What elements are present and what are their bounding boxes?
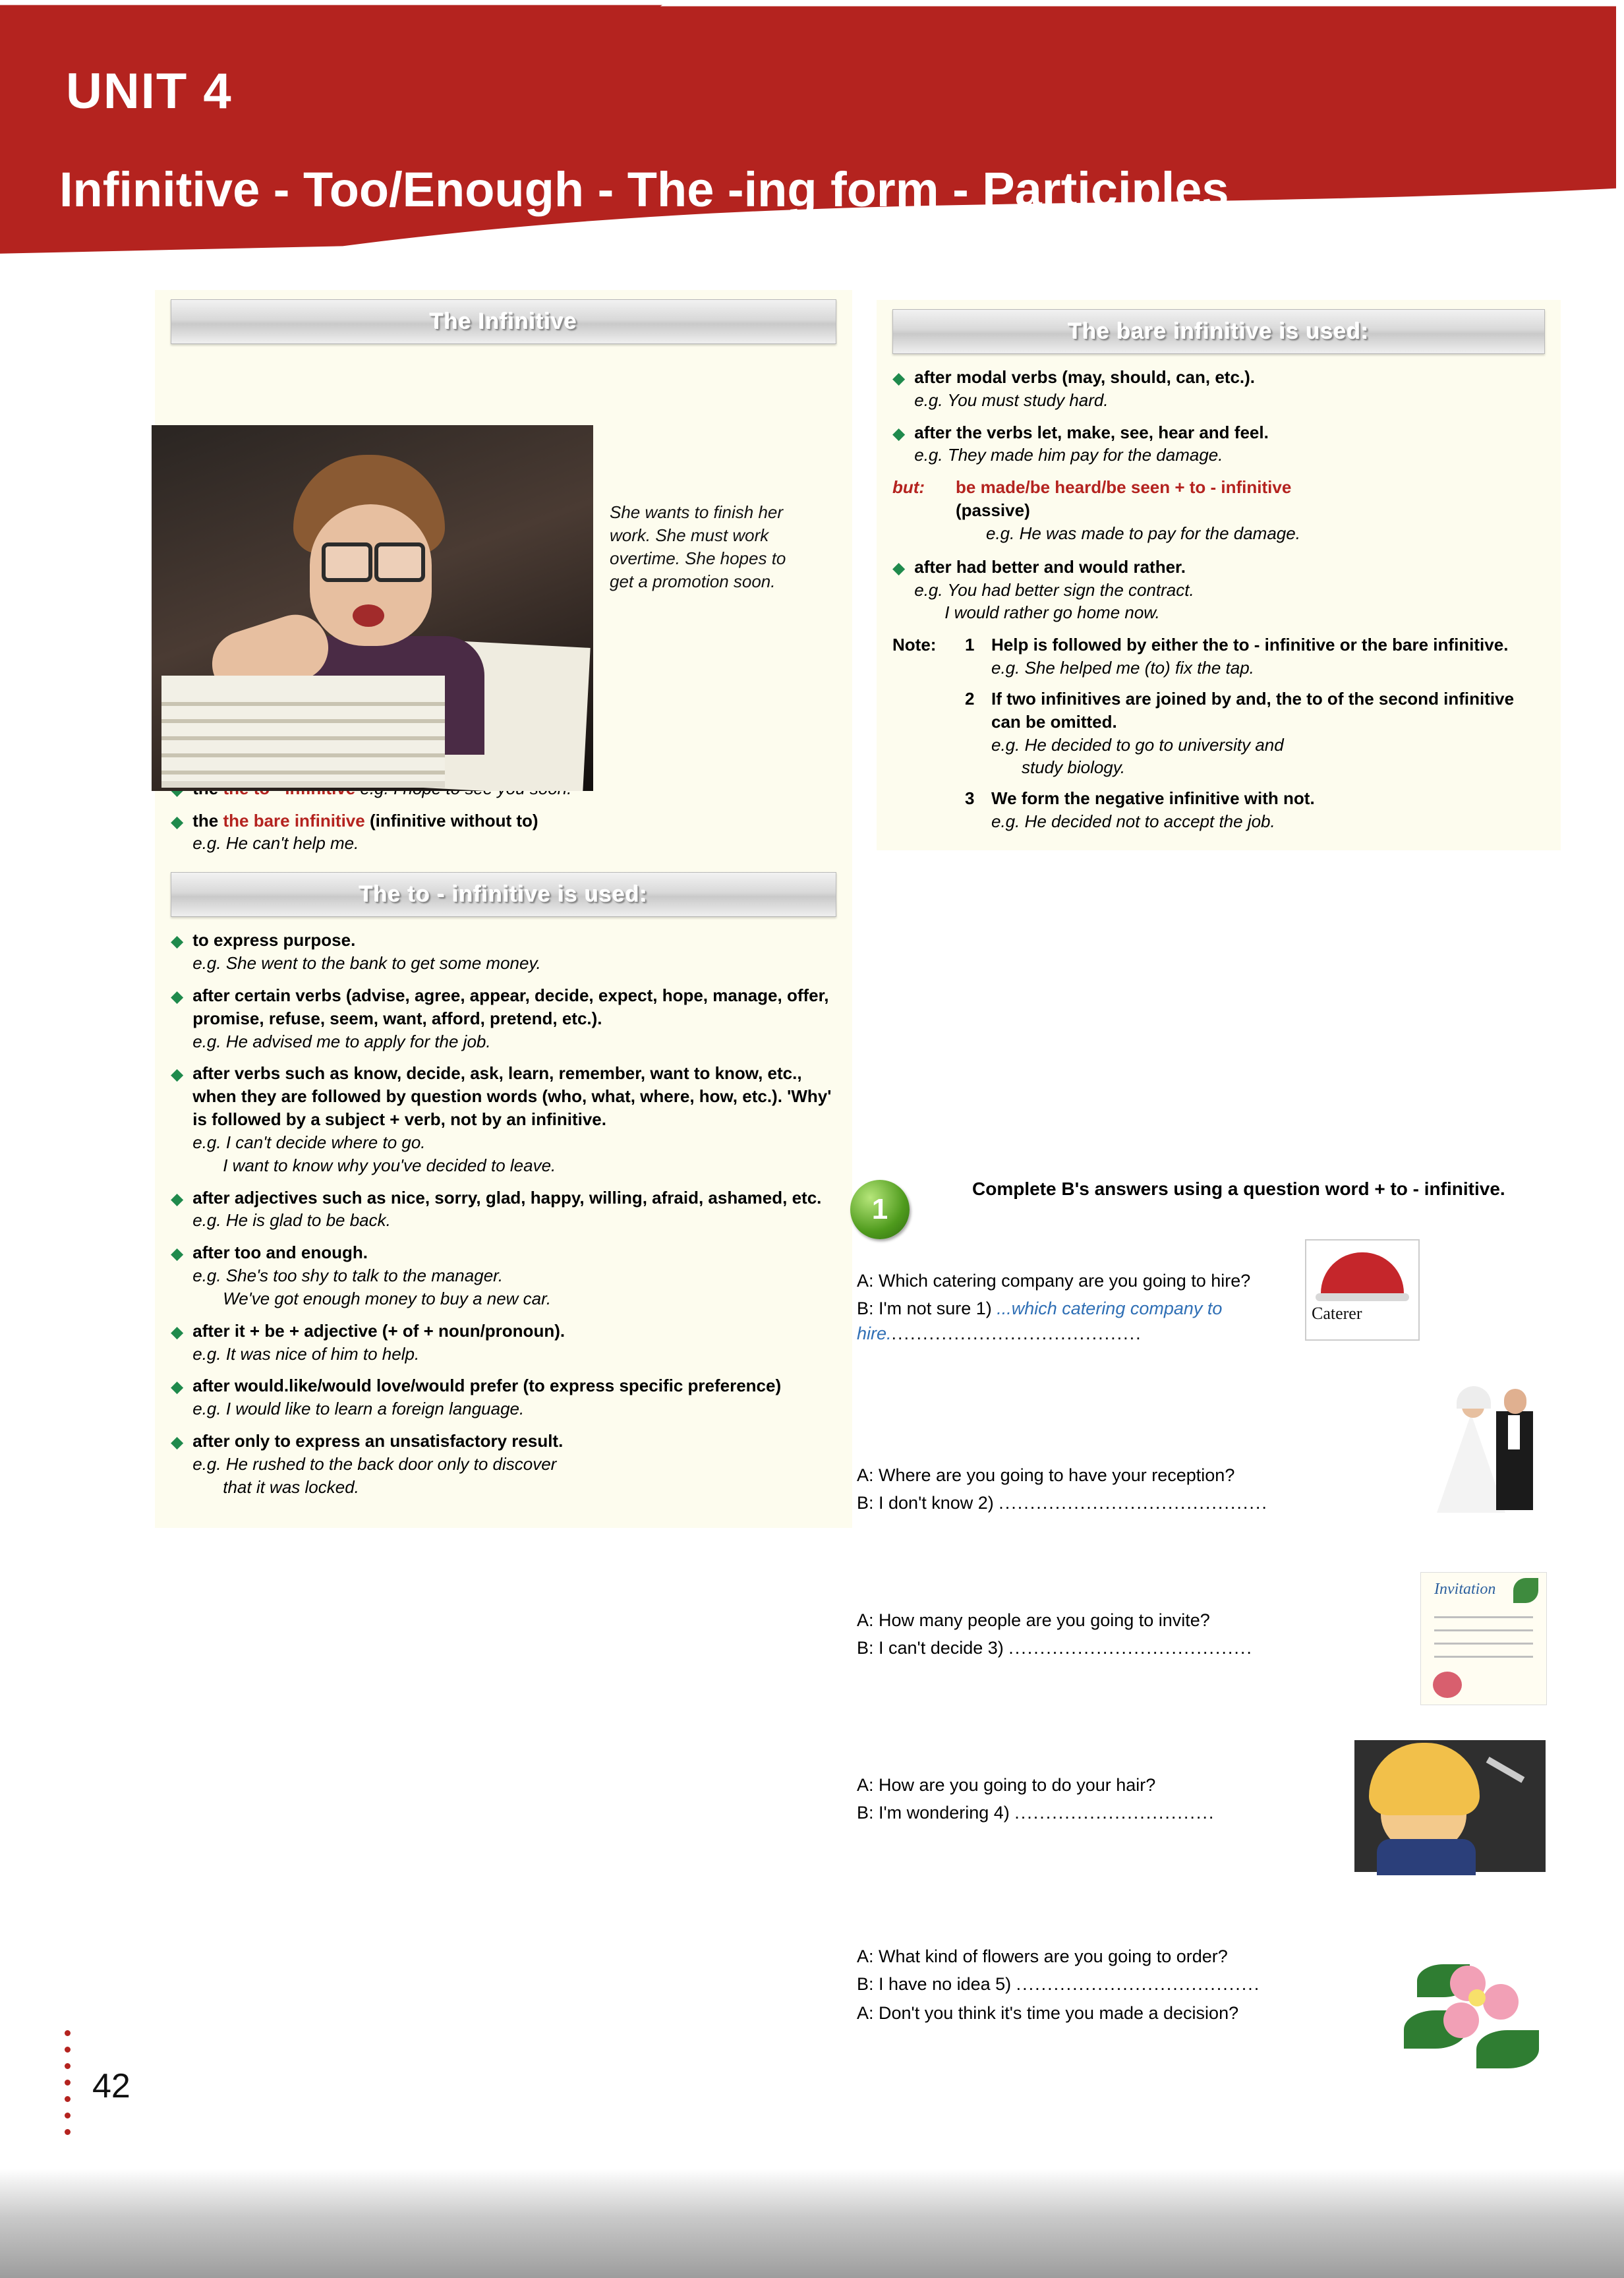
- but-rule: be made/be heard/be seen + to - infinitive: [956, 477, 1292, 498]
- list-item: [171, 1062, 836, 1177]
- qa-answer-prefix: B: I'm wondering 4): [857, 1802, 1010, 1823]
- note-text: Help is followed by either the to - infinitive or the bare infinitive.: [991, 635, 1509, 655]
- qa-answer-dots: .......................................: [1008, 1637, 1253, 1658]
- note-item: [965, 633, 1545, 680]
- qa-answer-prefix: B: I don't know 2): [857, 1492, 994, 1513]
- note-item: [965, 787, 1545, 833]
- qa-answer-dots: ................................: [1014, 1802, 1215, 1823]
- note-text: If two infinitives are joined by and, the to of the second infinitive can be omitted.: [991, 688, 1515, 732]
- bare-infinitive-rules: [892, 366, 1545, 833]
- qa-question: A: How are you going to do your hair?: [857, 1775, 1156, 1795]
- diamond-bullet-icon: ◆: [171, 1244, 184, 1264]
- use-example: e.g. He is glad to be back.: [192, 1210, 391, 1231]
- but-example: e.g. He was made to pay for the damage.: [986, 523, 1300, 543]
- use-rule: after certain verbs (advise, agree, appear, decide, expect, hope, manage, offer, promise, refuse, seem, want, afford, pretend, etc.).: [192, 985, 829, 1028]
- but-block: [892, 476, 1545, 544]
- use-example: I want to know why you've decided to leave.: [223, 1155, 556, 1175]
- qa-answer-dots: ...........................................: [999, 1492, 1268, 1513]
- band-to-infinitive-used-label: The to - infinitive is used:: [359, 881, 648, 907]
- qa-question-followup: A: Don't you think it's time you made a decision?: [857, 2002, 1239, 2023]
- invitation-clipart: [1420, 1572, 1547, 1705]
- to-infinitive-uses: [171, 929, 836, 1498]
- diamond-bullet-icon: ◆: [171, 987, 184, 1006]
- qa-item-4: [857, 1773, 1331, 1826]
- qa-item-3: [857, 1608, 1378, 1661]
- qa-item-5: [857, 1944, 1378, 2026]
- qa-answer-prefix: B: I can't decide 3): [857, 1637, 1004, 1658]
- rule-text: after modal verbs (may, should, can, etc.).: [914, 367, 1256, 387]
- rule-example: e.g. You must study hard.: [914, 390, 1109, 410]
- page-footer-shadow: [0, 2169, 1624, 2278]
- list-item: [171, 929, 836, 975]
- use-rule: after would.like/would love/would prefer (to express specific preference): [192, 1376, 782, 1396]
- use-example: e.g. She's too shy to talk to the manager.: [192, 1266, 504, 1286]
- diamond-bullet-icon: ◆: [171, 1433, 184, 1452]
- diamond-bullet-icon: ◆: [171, 812, 184, 831]
- list-item: ◆ the the bare infinitive (infinitive without to) e.g. He can't help me.: [171, 809, 836, 856]
- list-item: [171, 1374, 836, 1420]
- use-example: e.g. I would like to learn a foreign language.: [192, 1399, 525, 1419]
- list-item: [171, 1186, 836, 1233]
- diamond-bullet-icon: ◆: [892, 369, 906, 388]
- unit-title: UNIT 4: [66, 63, 233, 119]
- qa-answer-dots: ........................................: [891, 1323, 1142, 1343]
- use-example: that it was locked.: [223, 1476, 359, 1497]
- rule-text: after had better and would rather.: [914, 556, 1186, 577]
- qa-question: A: What kind of flowers are you going to order?: [857, 1946, 1228, 1966]
- invitation-label: Invitation: [1434, 1581, 1496, 1598]
- list-item: [171, 1430, 836, 1498]
- note-number: 3: [965, 788, 975, 809]
- rule-example: I would rather go home now.: [944, 602, 1160, 623]
- qa-item-2: [857, 1463, 1378, 1516]
- note-example: e.g. He decided to go to university and: [991, 734, 1284, 755]
- list-item: [171, 1241, 836, 1310]
- rule-text: after the verbs let, make, see, hear and feel.: [914, 422, 1269, 442]
- qa-answer-prefix: B: I'm not sure 1): [857, 1298, 992, 1318]
- bare-infinitive-rest: (infinitive without to): [364, 810, 538, 831]
- bare-infinitive-label: the bare infinitive: [223, 810, 365, 831]
- note-example: e.g. She helped me (to) fix the tap.: [991, 658, 1254, 678]
- note-block: [892, 633, 1545, 833]
- wedding-couple-clipart: [1430, 1374, 1546, 1526]
- note-text: We form the negative infinitive with not.: [991, 788, 1315, 809]
- list-item: [892, 556, 1545, 624]
- note-label: Note:: [892, 635, 937, 655]
- use-example: e.g. He advised me to apply for the job.: [192, 1031, 491, 1051]
- qa-answer-dots: .......................................: [1016, 1973, 1261, 1994]
- use-rule: after too and enough.: [192, 1242, 368, 1263]
- but-label: but:: [892, 477, 925, 498]
- page-header: [0, 0, 1624, 277]
- use-rule: to express purpose.: [192, 930, 356, 950]
- flowers-clipart: [1404, 1951, 1546, 2073]
- band-the-infinitive: [171, 299, 836, 344]
- caterer-clipart: [1305, 1239, 1420, 1341]
- list-item: [171, 984, 836, 1053]
- list-item: [892, 366, 1545, 412]
- photo-caption: She wants to finish her work. She must work overtime. She hopes to get a promotion soon.: [610, 502, 786, 592]
- band-bare-infinitive-used-label: The bare infinitive is used:: [1068, 318, 1370, 344]
- use-example: e.g. I can't decide where to go.: [192, 1132, 426, 1152]
- rule-example: e.g. You had better sign the contract.: [914, 579, 1194, 600]
- use-example: e.g. She went to the bank to get some money.: [192, 953, 541, 974]
- list-item: [171, 1320, 836, 1366]
- use-example: We've got enough money to buy a new car.: [223, 1288, 552, 1308]
- band-bare-infinitive-used: [892, 309, 1545, 354]
- page-dot-decoration: [65, 2030, 71, 2146]
- qa-item-1: [857, 1269, 1279, 1346]
- use-example: e.g. He rushed to the back door only to discover: [192, 1453, 557, 1474]
- band-to-infinitive-used: [171, 872, 836, 917]
- diamond-bullet-icon: ◆: [171, 1065, 184, 1084]
- note-example: study biology.: [1022, 757, 1126, 778]
- hairstyle-clipart: [1354, 1740, 1546, 1872]
- note-example: e.g. He decided not to accept the job.: [991, 811, 1275, 832]
- page-number: 42: [92, 2067, 130, 2105]
- diamond-bullet-icon: ◆: [171, 1189, 184, 1208]
- diamond-bullet-icon: ◆: [171, 1378, 184, 1397]
- list-item: [892, 421, 1545, 467]
- exercise-number-badge: 1: [850, 1180, 910, 1239]
- note-item: [965, 687, 1545, 779]
- qa-answer-prefix: B: I have no idea 5): [857, 1973, 1012, 1994]
- woman-at-desk-photo: [152, 425, 593, 791]
- note-number: 1: [965, 635, 975, 655]
- rule-example: e.g. They made him pay for the damage.: [914, 445, 1223, 465]
- diamond-bullet-icon: ◆: [892, 424, 906, 443]
- note-number: 2: [965, 688, 975, 709]
- right-column-theory: [877, 300, 1561, 850]
- diamond-bullet-icon: ◆: [171, 932, 184, 951]
- exercise-instruction: Complete B's answers using a question word + to - infinitive.: [972, 1179, 1505, 1199]
- but-rule-2: (passive): [956, 500, 1030, 521]
- use-rule: after it + be + adjective (+ of + noun/pronoun).: [192, 1320, 566, 1341]
- bare-infinitive-example: e.g. He can't help me.: [192, 833, 359, 854]
- diamond-bullet-icon: ◆: [892, 558, 906, 577]
- diamond-bullet-icon: ◆: [171, 1322, 184, 1341]
- qa-question: A: How many people are you going to invite?: [857, 1610, 1210, 1630]
- use-rule: after verbs such as know, decide, ask, learn, remember, want to know, etc., when they are followed by question words (who, what, where, how, etc.). 'Why' is followed by a subject + verb, not by an infinitive.: [192, 1063, 832, 1130]
- use-example: e.g. It was nice of him to help.: [192, 1343, 420, 1364]
- qa-answer-text: ...which catering company to hire.: [857, 1298, 1223, 1343]
- qa-question: A: Where are you going to have your reception?: [857, 1465, 1235, 1485]
- header-red-shape: [0, 0, 1624, 264]
- qa-question: A: Which catering company are you going to hire?: [857, 1271, 1251, 1291]
- use-rule: after only to express an unsatisfactory result.: [192, 1431, 564, 1451]
- use-rule: after adjectives such as nice, sorry, glad, happy, willing, afraid, ashamed, etc.: [192, 1187, 822, 1208]
- band-the-infinitive-label: The Infinitive: [430, 308, 577, 334]
- unit-subtitle: Infinitive - Too/Enough - The -ing form - Participles: [59, 162, 1229, 217]
- caterer-label: Caterer: [1312, 1304, 1362, 1323]
